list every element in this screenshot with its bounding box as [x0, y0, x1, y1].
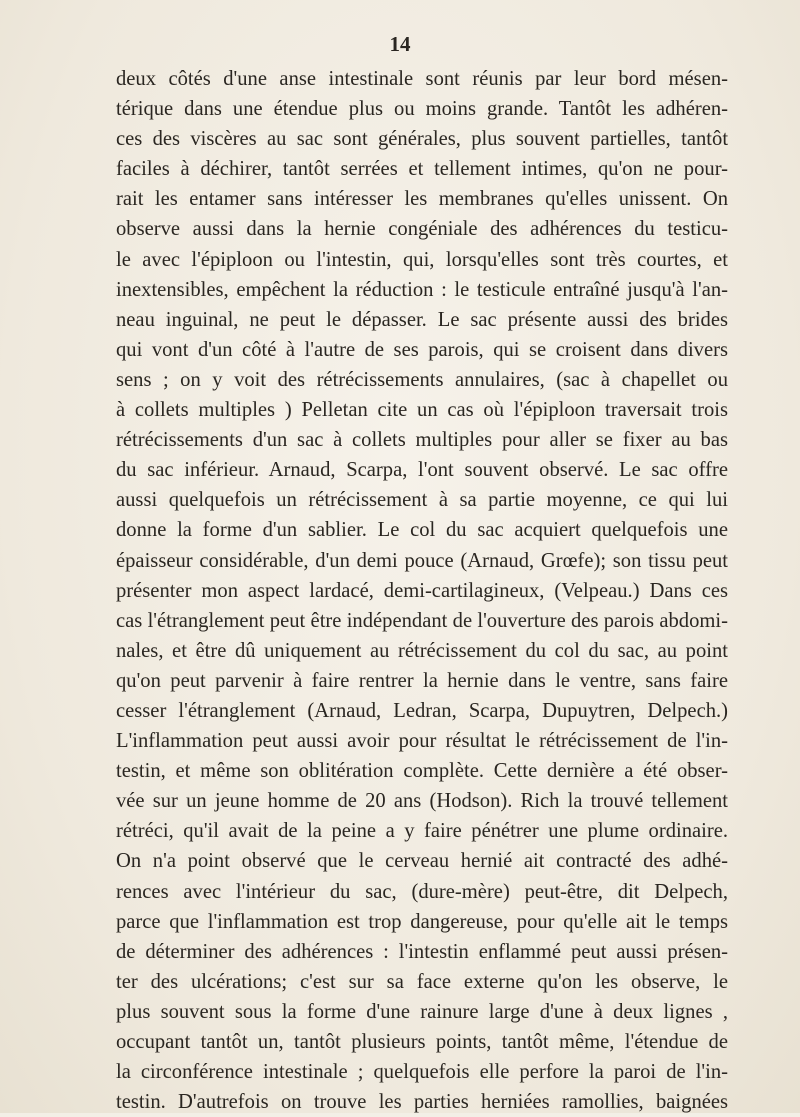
text-line: de déterminer des adhérences : l'intestin enflammé peut aussi présen-: [116, 940, 729, 963]
text-line: rétrécissements d'un sac à collets multiples pour aller se fixer au bas: [116, 429, 728, 452]
text-line: faciles à déchirer, tantôt serrées et tellement intimes, qu'on ne pour-: [116, 158, 729, 181]
text-line: à collets multiples ) Pelletan cite un cas où l'épiploon traversait trois: [116, 399, 729, 422]
text-line: On n'a point observé que le cerveau hernié ait contracté des adhé-: [116, 850, 729, 873]
text-line: observe aussi dans la hernie congéniale des adhérences du testicu-: [116, 218, 728, 241]
text-line: du sac inférieur. Arnaud, Scarpa, l'ont souvent observé. Le sac offre: [116, 459, 728, 482]
text-line: la circonférence intestinale ; quelquefois elle perfore la paroi de l'in-: [116, 1061, 729, 1084]
text-line: rait les entamer sans intéresser les membranes qu'elles unissent. On: [116, 188, 728, 211]
text-line: épaisseur considérable, d'un demi pouce (Arnaud, Grœfe); son tissu peut: [116, 549, 729, 572]
body-text: [116, 64, 728, 1117]
text-line: ter des ulcérations; c'est sur sa face externe qu'on les observe, le: [116, 970, 728, 993]
text-line: occupant tantôt un, tantôt plusieurs points, tantôt même, l'étendue de: [116, 1031, 728, 1053]
text-line: térique dans une étendue plus ou moins grande. Tantôt les adhéren-: [116, 98, 728, 121]
text-line: présenter mon aspect lardacé, demi-cartilagineux, (Velpeau.) Dans ces: [116, 579, 728, 602]
text-line: rétréci, qu'il avait de la peine a y faire pénétrer une plume ordinaire.: [116, 820, 729, 843]
text-line: qui vont d'un côté à l'autre de ses parois, qui se croisent dans divers: [116, 338, 728, 361]
text-line: nales, et être dû uniquement au rétrécissement du col du sac, au point: [116, 639, 728, 662]
page-number: 14: [389, 32, 411, 56]
text-line: testin, et même son oblitération complète. Cette dernière a été obser-: [116, 760, 729, 783]
text-line: testin. D'autrefois on trouve les parties herniées ramollies, baignées: [116, 1091, 729, 1114]
text-line: vée sur un jeune homme de 20 ans (Hodson). Rich la trouvé tellement: [116, 790, 729, 813]
text-line: cesser l'étranglement (Arnaud, Ledran, Scarpa, Dupuytren, Delpech.): [116, 699, 729, 722]
text-line: deux côtés d'une anse intestinale sont réunis par leur bord mésen-: [116, 68, 728, 90]
text-line: parce que l'inflammation est trop dangereuse, pour qu'elle ait le temps: [116, 910, 729, 933]
text-line: qu'on peut parvenir à faire rentrer la hernie dans le ventre, sans faire: [116, 669, 728, 692]
text-line: ces des viscères au sac sont générales, plus souvent partielles, tantôt: [116, 128, 729, 151]
text-line: inextensibles, empêchent la réduction : le testicule entraîné jusqu'à l'an-: [116, 278, 728, 301]
text-line: le avec l'épiploon ou l'intestin, qui, lorsqu'elles sont très courtes, et: [116, 248, 729, 271]
text-line: cas l'étranglement peut être indépendant de l'ouverture des parois abdomi-: [116, 609, 728, 632]
text-line: rences avec l'intérieur du sac, (dure-mère) peut-être, dit Delpech,: [116, 880, 728, 903]
text-line: donne la forme d'un sablier. Le col du sac acquiert quelquefois une: [116, 519, 728, 542]
text-line: neau inguinal, ne peut le dépasser. Le sac présente aussi des brides: [116, 308, 728, 331]
text-line: L'inflammation peut aussi avoir pour résultat le rétrécissement de l'in-: [116, 730, 728, 753]
text-line: aussi quelquefois un rétrécissement à sa partie moyenne, ce qui lui: [116, 489, 729, 512]
text-line: sens ; on y voit des rétrécissements annulaires, (sac à chapellet ou: [116, 368, 728, 391]
text-line: plus souvent sous la forme d'une rainure large d'une à deux lignes ,: [116, 1000, 729, 1023]
